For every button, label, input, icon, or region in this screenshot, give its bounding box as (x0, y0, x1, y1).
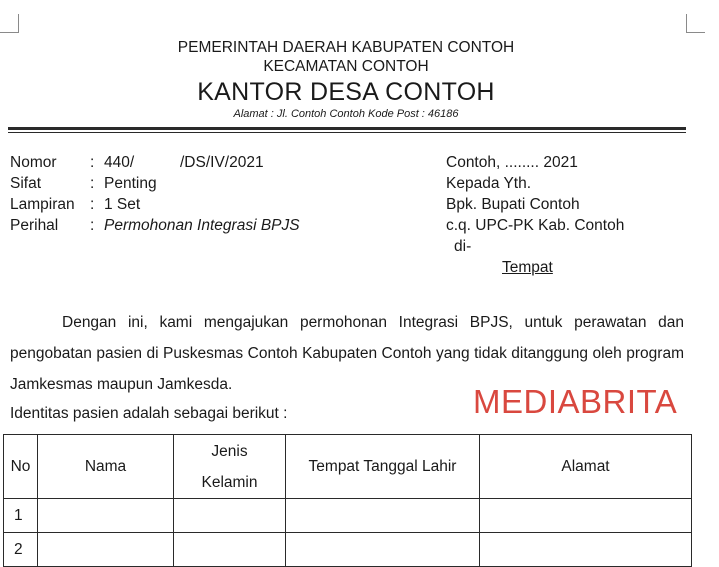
table-header-row (4, 435, 692, 499)
meta-nomor-label: Nomor (10, 154, 57, 171)
letterhead-rule-thin (8, 132, 686, 133)
header-jenis-kelamin-line1: Jenis (211, 442, 248, 460)
body-paragraph: Dengan ini, kami mengajukan permohonan Integrasi BPJS, untuk perawatan dan pengobatan pasien di Puskesmas Contoh Kabupaten Contoh yang tidak ditanggung oleh program Jamkesmas maupun Jamkesda. (10, 314, 684, 393)
recipient-block (446, 152, 624, 278)
patient-table (3, 434, 692, 567)
meta-sifat-label: Sifat (10, 175, 42, 192)
recipient-tempat: Tempat (502, 259, 553, 276)
recipient-cq: c.q. UPC-PK Kab. Contoh (446, 217, 625, 234)
table-row (4, 533, 692, 567)
crop-mark-top-right (686, 14, 705, 33)
meta-lampiran-label: Lampiran (10, 196, 75, 213)
header-no: No (4, 435, 38, 499)
header-alamat: Alamat (480, 435, 692, 499)
letterhead (0, 38, 692, 121)
cell-tempat-tanggal-lahir (286, 533, 480, 567)
meta-nomor-colon: : (90, 154, 95, 171)
letterhead-title: KANTOR DESA CONTOH (197, 78, 495, 106)
table-row (4, 499, 692, 533)
cell-nama (38, 533, 174, 567)
header-jenis-kelamin (174, 435, 286, 499)
letterhead-address: Alamat : Jl. Contoh Contoh Kode Post : 46186 (233, 108, 459, 120)
header-jenis-kelamin-line2: Kelamin (201, 473, 258, 491)
meta-lampiran-value: 1 Set (104, 196, 141, 213)
header-nama: Nama (38, 435, 174, 499)
meta-perihal (10, 215, 300, 236)
meta-sifat (10, 173, 300, 194)
meta-sifat-value: Penting (104, 175, 157, 192)
cell-jenis-kelamin (174, 533, 286, 567)
row-number: 1 (4, 499, 38, 533)
meta-perihal-colon: : (90, 217, 95, 234)
meta-perihal-value: Permohonan Integrasi BPJS (104, 217, 300, 234)
meta-nomor-value-a: 440/ (104, 154, 135, 171)
meta-lampiran (10, 194, 300, 215)
cell-alamat (480, 499, 692, 533)
recipient-di: di- (454, 238, 472, 255)
letterhead-rule-thick (8, 127, 686, 130)
cell-jenis-kelamin (174, 499, 286, 533)
meta-lampiran-colon: : (90, 196, 95, 213)
letterhead-district: KECAMATAN CONTOH (263, 58, 429, 75)
recipient-salutation: Kepada Yth. (446, 175, 532, 192)
meta-nomor (10, 152, 300, 173)
recipient-name: Bpk. Bupati Contoh (446, 196, 580, 213)
header-tempat-tanggal-lahir: Tempat Tanggal Lahir (286, 435, 480, 499)
identity-intro: Identitas pasien adalah sebagai berikut : (10, 405, 288, 422)
cell-alamat (480, 533, 692, 567)
place-date: Contoh, ........ 2021 (446, 154, 578, 171)
cell-nama (38, 499, 174, 533)
watermark: MEDIABRITA (473, 383, 678, 420)
letter-meta (10, 152, 300, 236)
row-number: 2 (4, 533, 38, 567)
meta-sifat-colon: : (90, 175, 95, 192)
meta-nomor-value-b: /DS/IV/2021 (180, 154, 264, 171)
meta-perihal-label: Perihal (10, 217, 59, 234)
cell-tempat-tanggal-lahir (286, 499, 480, 533)
crop-mark-top-left (0, 14, 19, 33)
letterhead-government: PEMERINTAH DAERAH KABUPATEN CONTOH (177, 39, 515, 56)
